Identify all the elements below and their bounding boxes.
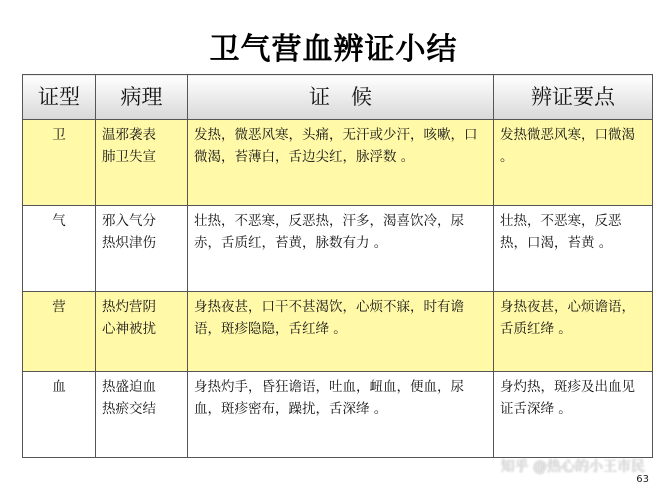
watermark-text: 知乎 @热心的小王市民: [500, 459, 645, 475]
pathology-cell: 温邪袭表 肺卫失宣: [96, 120, 188, 206]
key-points-cell: 身灼热，斑疹及出血见证舌深绛 。: [494, 372, 653, 458]
pathology-cell: 热盛迫血 热瘀交结: [96, 372, 188, 458]
type-cell: 卫: [23, 120, 96, 206]
table-row: [23, 292, 653, 372]
symptoms-cell: 身热灼手，昏狂谵语，吐血，衄血，便血，尿血，斑疹密布，躁扰，舌深绛 。: [188, 372, 494, 458]
syndrome-table: [22, 74, 653, 458]
symptoms-cell: 发热，微恶风寒，头痛，无汗或少汗，咳嗽，口微渴，苔薄白，舌边尖红，脉浮数 。: [188, 120, 494, 206]
pathology-cell: 热灼营阴 心神被扰: [96, 292, 188, 372]
header-key-points: 辨证要点: [494, 75, 653, 120]
type-cell: 营: [23, 292, 96, 372]
key-points-cell: 壮热，不恶寒，反恶热，口渴，苔黄 。: [494, 206, 653, 292]
header-row: [23, 75, 653, 120]
header-type: 证型: [23, 75, 96, 120]
key-points-cell: 身热夜甚，心烦谵语，舌质红绛 。: [494, 292, 653, 372]
pathology-cell: 邪入气分 热炽津伤: [96, 206, 188, 292]
type-cell: 气: [23, 206, 96, 292]
page-number: 63: [636, 474, 649, 485]
symptoms-cell: 壮热，不恶寒，反恶热，汗多，渴喜饮冷，尿赤，舌质红，苔黄，脉数有力 。: [188, 206, 494, 292]
header-pathology: 病理: [96, 75, 188, 120]
table-row: [23, 206, 653, 292]
type-cell: 血: [23, 372, 96, 458]
page-title: 卫气营血辨证小结: [209, 32, 458, 67]
header-symptoms: 证 候: [188, 75, 494, 120]
table-row: [23, 372, 653, 458]
key-points-cell: 发热微恶风寒，口微渴 。: [494, 120, 653, 206]
symptoms-cell: 身热夜甚，口干不甚渴饮，心烦不寐，时有谵语，斑疹隐隐，舌红绛 。: [188, 292, 494, 372]
table-row: [23, 120, 653, 206]
